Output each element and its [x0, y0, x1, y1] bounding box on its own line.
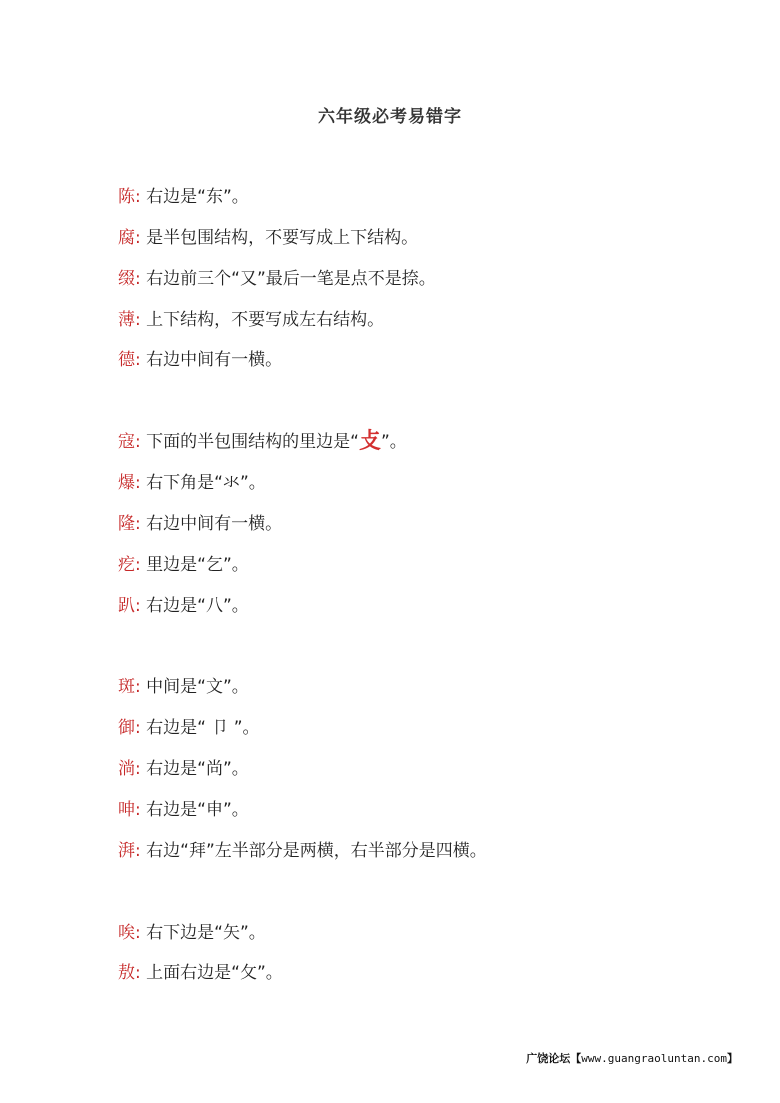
list-item: 湃: 右边“拜”左半部分是两横，右半部分是四横。	[118, 841, 487, 861]
entry-char: 趴	[118, 596, 135, 616]
entry-desc: 上面右边是“攵”。	[146, 963, 283, 983]
entry-desc: 上下结构，不要写成左右结构。	[146, 310, 385, 330]
entry-desc: 右边中间有一横。	[146, 514, 283, 534]
list-item: 德: 右边中间有一横。	[118, 350, 283, 370]
entry-desc: 里边是“乞”。	[146, 555, 249, 575]
entry-char: 淌	[118, 759, 135, 779]
entry-char: 疙	[118, 555, 135, 575]
entry-desc: 右边中间有一横。	[146, 350, 283, 370]
entry-char: 陈	[118, 187, 135, 207]
footer-site-name: 广饶论坛	[526, 1052, 571, 1065]
page-title: 六年级必考易错字	[318, 107, 462, 127]
entry-char: 斑	[118, 677, 135, 697]
entry-char: 腐	[118, 228, 135, 248]
entry-char: 唉	[118, 923, 135, 943]
list-item: 寇: 下面的半包围结构的里边是“攴”。	[118, 429, 407, 454]
entry-char: 湃	[118, 841, 135, 861]
list-item: 淌: 右边是“尚”。	[118, 759, 249, 779]
entry-char: 爆	[118, 473, 135, 493]
entry-char: 寇	[118, 432, 135, 452]
entry-desc: 右边是“ 卩 ”。	[146, 718, 260, 738]
entry-char: 薄	[118, 310, 135, 330]
list-item: 唉: 右下边是“矢”。	[118, 923, 266, 943]
list-item: 薄: 上下结构，不要写成左右结构。	[118, 310, 385, 330]
entry-desc: 右边是“东”。	[146, 187, 249, 207]
list-item: 爆: 右下角是“氺”。	[118, 473, 266, 493]
entry-char: 呻	[118, 800, 135, 820]
list-item: 疙: 里边是“乞”。	[118, 555, 249, 575]
list-item: 缀: 右边前三个“又”最后一笔是点不是捺。	[118, 269, 436, 289]
list-item: 敖: 上面右边是“攵”。	[118, 963, 283, 983]
entry-desc: 是半包围结构，不要写成上下结构。	[146, 228, 419, 248]
footer-watermark: 广饶论坛【www.guangraoluntan.com】	[526, 1052, 738, 1065]
list-item: 腐: 是半包围结构，不要写成上下结构。	[118, 228, 419, 248]
list-item: 隆: 右边中间有一横。	[118, 514, 283, 534]
entry-desc: 右边“拜”左半部分是两横，右半部分是四横。	[146, 841, 487, 861]
entry-desc: 右边是“申”。	[146, 800, 249, 820]
entry-desc: 右边是“八”。	[146, 596, 249, 616]
entry-char: 御	[118, 718, 135, 738]
entry-desc: 右下边是“矢”。	[146, 923, 266, 943]
list-item: 斑: 中间是“文”。	[118, 677, 249, 697]
list-item: 陈: 右边是“东”。	[118, 187, 249, 207]
highlight-radical: 攴	[358, 429, 381, 454]
entry-desc: 下面的半包围结构的里边是“攴”。	[146, 429, 407, 454]
list-item: 御: 右边是“ 卩 ”。	[118, 718, 260, 738]
entry-char: 隆	[118, 514, 135, 534]
footer-url: www.guangraoluntan.com	[581, 1052, 727, 1065]
list-item: 趴: 右边是“八”。	[118, 596, 249, 616]
entry-desc: 右边前三个“又”最后一笔是点不是捺。	[146, 269, 436, 289]
entry-desc: 中间是“文”。	[146, 677, 249, 697]
entry-char: 德	[118, 350, 135, 370]
list-item: 呻: 右边是“申”。	[118, 800, 249, 820]
entry-char: 缀	[118, 269, 135, 289]
entry-desc: 右下角是“氺”。	[146, 473, 266, 493]
entry-desc: 右边是“尚”。	[146, 759, 249, 779]
entry-char: 敖	[118, 963, 135, 983]
